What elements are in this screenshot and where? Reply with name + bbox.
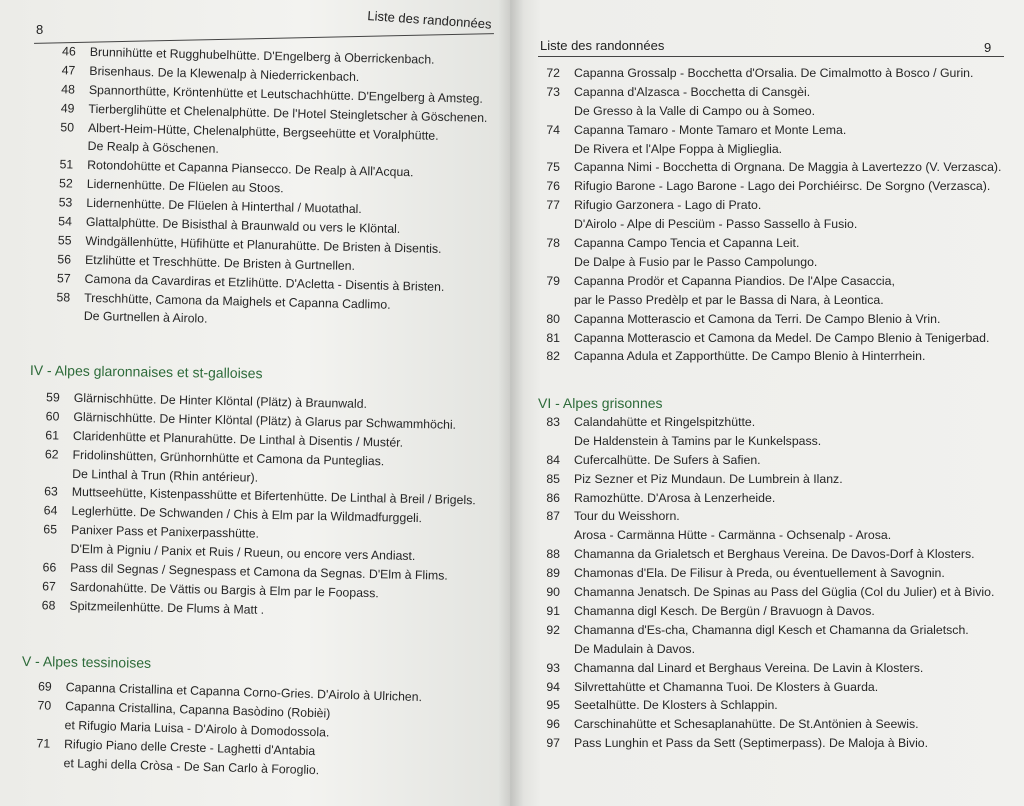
list-item: [534, 310, 1014, 329]
route-number: 85: [546, 471, 560, 486]
route-title: Chamanna digl Kesch. De Bergün / Bravuogn à Davos.: [574, 603, 875, 618]
route-title: Fridolinshütten, Grünhornhütte et Camona da Punteglias.: [72, 447, 385, 469]
route-number: 51: [59, 157, 74, 172]
route-number: 74: [546, 122, 560, 137]
route-number: 78: [546, 236, 560, 251]
route-number: 83: [546, 415, 560, 429]
route-title: Capanna Adula et Zapporthütte. De Campo Blenio à Hinterrhein.: [574, 349, 926, 364]
route-number: 63: [43, 484, 58, 499]
route-number: 66: [42, 560, 57, 575]
route-title: Glattalphütte. De Bisisthal à Braunwald ou vers le Klöntal.: [85, 214, 401, 237]
route-detail: De Linthal à Trun (Rhin antérieur).: [72, 466, 259, 485]
route-number: 60: [45, 409, 60, 424]
page-number-left: 8: [36, 22, 44, 37]
route-number: 82: [546, 349, 560, 364]
list-item: [534, 234, 1014, 272]
route-title: Carschinahütte et Schesaplanahütte. De St.Antönien à Seewis.: [574, 717, 919, 732]
route-number: 86: [546, 490, 560, 505]
route-title: Pass Lunghin et Pass da Sett (Septimerpass). De Maloja à Bivio.: [574, 736, 929, 751]
route-title: Rifugio Piano delle Creste - Laghetti d'Antabia: [63, 736, 316, 758]
section-heading-v: V - Alpes tessinoises: [21, 653, 152, 671]
route-number: 48: [61, 82, 76, 97]
list-item: [534, 196, 1014, 234]
route-number: 93: [546, 660, 560, 675]
list-item: [534, 659, 1014, 678]
entry-list-left-a: [44, 42, 495, 335]
route-title: Pass dil Segnas / Segnespass et Camona da Segnas. D'Elm à Flims.: [70, 560, 448, 583]
route-title: Spannorthütte, Kröntenhütte et Leutschachhütte. D'Engelberg à Amsteg.: [88, 82, 484, 106]
route-title: Capanna Campo Tencia et Capanna Leit.: [574, 236, 800, 251]
list-item: [534, 329, 1014, 348]
route-title: Tierberglihütte et Chelenalphütte. De l'Hotel Steingletscher à Göschenen.: [88, 101, 488, 125]
list-item: [534, 83, 1014, 121]
right-page: [510, 0, 1024, 806]
route-title: Chamanna Jenatsch. De Spinas au Pass del Güglia (Col du Julier) et à Bivio.: [574, 585, 995, 600]
route-number: 89: [546, 566, 560, 581]
page-number-right: 9: [984, 40, 992, 55]
route-title: Panixer Pass et Panixerpasshütte.: [70, 523, 260, 541]
route-number: 56: [57, 252, 72, 267]
route-detail: D'Airolo - Alpe di Pesciüm - Passo Sassello à Fusio.: [574, 217, 858, 232]
route-title: Camona da Cavardiras et Etzlihütte. D'Acletta - Disentis à Bristen.: [84, 271, 445, 294]
route-title: Glärnischhütte. De Hinter Klöntal (Plätz) à Braunwald.: [73, 390, 368, 411]
route-title: Brisenhaus. De la Klewenalp à Niederrickenbach.: [89, 63, 360, 84]
route-title: Capanna Cristallina, Capanna Basòdino (Robièi): [65, 698, 331, 721]
header-rule-right: [538, 56, 1004, 57]
route-number: 47: [61, 63, 76, 78]
route-title: Capanna Nimi - Bocchetta di Orgnana. De Maggia à Lavertezzo (V. Verzasca).: [574, 160, 1002, 175]
route-number: 67: [42, 579, 56, 594]
list-item: [534, 715, 1014, 734]
route-title: Capanna Motterascio et Camona da Medel. De Campo Blenio à Tenigerbad.: [574, 330, 990, 345]
route-number: 59: [45, 390, 60, 405]
route-number: 77: [546, 198, 560, 213]
route-number: 61: [45, 428, 60, 443]
route-number: 90: [546, 585, 560, 600]
route-number: 79: [546, 273, 560, 288]
route-title: Capanna Prodör et Capanna Piandios. De l'Alpe Casaccia,: [574, 273, 895, 288]
left-page: [0, 0, 510, 806]
route-title: Brunnihütte et Rugghubelhütte. D'Engelberg à Oberrickenbach.: [89, 44, 435, 67]
route-number: 81: [546, 330, 560, 345]
list-item: [534, 507, 1014, 545]
list-item: [534, 545, 1014, 564]
route-number: 75: [546, 160, 560, 175]
route-number: 96: [546, 717, 560, 732]
route-number: 70: [37, 698, 52, 713]
route-number: 57: [56, 270, 71, 286]
list-item: [534, 564, 1014, 583]
route-number: 88: [546, 547, 560, 562]
list-item: [534, 64, 1014, 83]
route-title: Chamonas d'Ela. De Filisur à Preda, ou éventuellement à Savognin.: [574, 566, 945, 581]
route-title: Leglerhütte. De Schwanden / Chis à Elm par la Wildmadfurggeli.: [71, 504, 423, 526]
route-number: 55: [57, 233, 72, 248]
route-number: 84: [546, 452, 560, 467]
route-number: 71: [36, 736, 51, 751]
route-number: 65: [43, 522, 58, 537]
route-detail: et Laghi della Cròsa - De San Carlo à Foroglio.: [63, 755, 320, 777]
route-number: 91: [546, 603, 560, 618]
list-item: [534, 347, 1014, 366]
route-title: Windgällenhütte, Hüfihütte et Planurahütte. De Bristen à Disentis.: [85, 233, 442, 256]
route-title: Calandahütte et Ringelspitzhütte.: [574, 415, 756, 429]
running-header-left: Liste des randonnées: [366, 8, 493, 32]
entry-list-right-b: [534, 413, 1014, 753]
route-title: Glärnischhütte. De Hinter Klöntal (Plätz) à Glarus par Schwammhöchi.: [73, 409, 457, 432]
route-number: 54: [58, 214, 73, 229]
list-item: [534, 678, 1014, 697]
list-item: [534, 696, 1014, 715]
route-number: 53: [58, 195, 73, 210]
list-item: [534, 272, 1014, 310]
list-item: [534, 121, 1014, 159]
route-title: Piz Sezner et Piz Mundaun. De Lumbrein à Ilanz.: [574, 471, 843, 486]
section-heading-vi: VI - Alpes grisonnes: [538, 395, 663, 411]
route-detail: De Rivera et l'Alpe Foppa à Miglieglia.: [574, 141, 783, 156]
list-item: [534, 177, 1014, 196]
list-item: [534, 470, 1014, 489]
route-detail: De Gresso à la Valle di Campo ou à Someo.: [574, 103, 816, 118]
route-number: 73: [546, 84, 560, 99]
route-detail: par le Passo Predèlp et par le Bassa di Nara, à Leontica.: [574, 292, 884, 307]
route-title: Ramozhütte. D'Arosa à Lenzerheide.: [574, 490, 776, 505]
route-detail: De Gurtnellen à Airolo.: [83, 309, 208, 327]
route-number: 95: [546, 698, 560, 713]
route-title: Etzlihütte et Treschhütte. De Bristen à Gurtnellen.: [84, 252, 356, 273]
route-title: Muttseehütte, Kistenpasshütte et Bifertenhütte. De Linthal à Breil / Brigels.: [71, 485, 476, 508]
route-title: Cufercalhütte. De Sufers à Safien.: [574, 452, 761, 467]
route-number: 92: [546, 622, 560, 637]
route-number: 64: [43, 503, 58, 518]
route-title: Chamanna da Grialetsch et Berghaus Vereina. De Davos-Dorf à Klosters.: [574, 547, 975, 562]
route-number: 52: [58, 176, 73, 191]
route-title: Capanna Cristallina et Capanna Corno-Gries. D'Airolo à Ulrichen.: [65, 680, 423, 705]
route-title: Tour du Weisshorn.: [574, 509, 680, 524]
route-title: Chamanna d'Es-cha, Chamanna digl Kesch et Chamanna da Grialetsch.: [574, 622, 969, 637]
list-item: [534, 451, 1014, 470]
list-item: [534, 158, 1014, 177]
route-title: Capanna Motterascio et Camona da Terri. De Campo Blenio à Vrin.: [574, 311, 941, 326]
route-number: 62: [44, 446, 59, 462]
route-number: 58: [56, 289, 71, 305]
route-number: 46: [61, 44, 76, 59]
route-title: Silvrettahütte et Chamanna Tuoi. De Klosters à Guarda.: [574, 679, 879, 694]
list-item: [534, 413, 1014, 451]
route-number: 87: [546, 509, 560, 524]
entry-list-left-b: [29, 388, 494, 624]
route-number: 97: [546, 736, 560, 751]
route-number: 68: [41, 598, 56, 613]
list-item: [534, 602, 1014, 621]
route-number: 94: [546, 679, 560, 694]
route-number: 50: [60, 119, 75, 135]
route-title: Rifugio Garzonera - Lago di Prato.: [574, 198, 762, 213]
route-title: Claridenhütte et Planurahütte. De Linthal à Disentis / Mustér.: [72, 428, 404, 450]
route-number: 80: [546, 311, 560, 326]
list-item: [534, 621, 1014, 659]
list-item: [534, 583, 1014, 602]
route-title: Chamanna dal Linard et Berghaus Vereina. De Lavin à Klosters.: [574, 660, 924, 675]
book-gutter: [498, 0, 524, 806]
section-heading-iv: IV - Alpes glaronnaises et st-galloises: [29, 362, 263, 382]
route-detail: De Madulain à Davos.: [574, 641, 695, 656]
route-title: Sardonahütte. De Vättis ou Bargis à Elm par le Foopass.: [69, 579, 379, 601]
route-detail: De Dalpe à Fusio par le Passo Campolungo.: [574, 254, 818, 269]
route-detail: De Haldenstein à Tamins par le Kunkelspass.: [574, 433, 822, 448]
route-title: Lidernenhütte. De Flüelen au Stoos.: [86, 177, 284, 196]
route-title: Rotondohütte et Capanna Piansecco. De Realp à All'Acqua.: [87, 158, 414, 180]
list-item: [534, 734, 1014, 753]
route-number: 49: [60, 100, 75, 116]
route-title: Albert-Heim-Hütte, Chelenalphütte, Bergseehütte et Voralphütte.: [87, 120, 439, 143]
route-detail: D'Elm à Pigniu / Panix et Ruis / Rueun, ou encore vers Andiast.: [70, 541, 416, 564]
entry-list-left-c: [23, 677, 485, 784]
entry-list-right-a: [534, 64, 1014, 366]
running-header-right: Liste des randonnées: [540, 38, 665, 53]
route-title: Treschhütte, Camona da Maighels et Capanna Cadlimo.: [84, 290, 391, 312]
route-title: Seetalhütte. De Klosters à Schlappin.: [574, 698, 778, 713]
route-number: 76: [546, 179, 560, 194]
route-detail: De Realp à Göschenen.: [87, 139, 220, 157]
route-title: Capanna Tamaro - Monte Tamaro et Monte Lema.: [574, 122, 847, 137]
route-title: Capanna d'Alzasca - Bocchetta di Cansgèi.: [574, 84, 811, 99]
route-title: Spitzmeilenhütte. De Flums à Matt .: [69, 598, 265, 617]
route-number: 72: [546, 66, 560, 80]
route-detail: Arosa - Carmänna Hütte - Carmänna - Ochsenalp - Arosa.: [574, 528, 892, 543]
route-title: Lidernenhütte. De Flüelen à Hinterthal / Muotathal.: [86, 196, 362, 217]
route-title: Capanna Grossalp - Bocchetta d'Orsalia. De Cimalmotto à Bosco / Gurin.: [574, 66, 974, 80]
list-item: [534, 489, 1014, 508]
route-detail: et Rifugio Maria Luisa - D'Airolo à Domodossola.: [64, 717, 330, 740]
route-number: 69: [37, 679, 52, 694]
route-title: Rifugio Barone - Lago Barone - Lago dei Porchiéirsc. De Sorgno (Verzasca).: [574, 179, 991, 194]
